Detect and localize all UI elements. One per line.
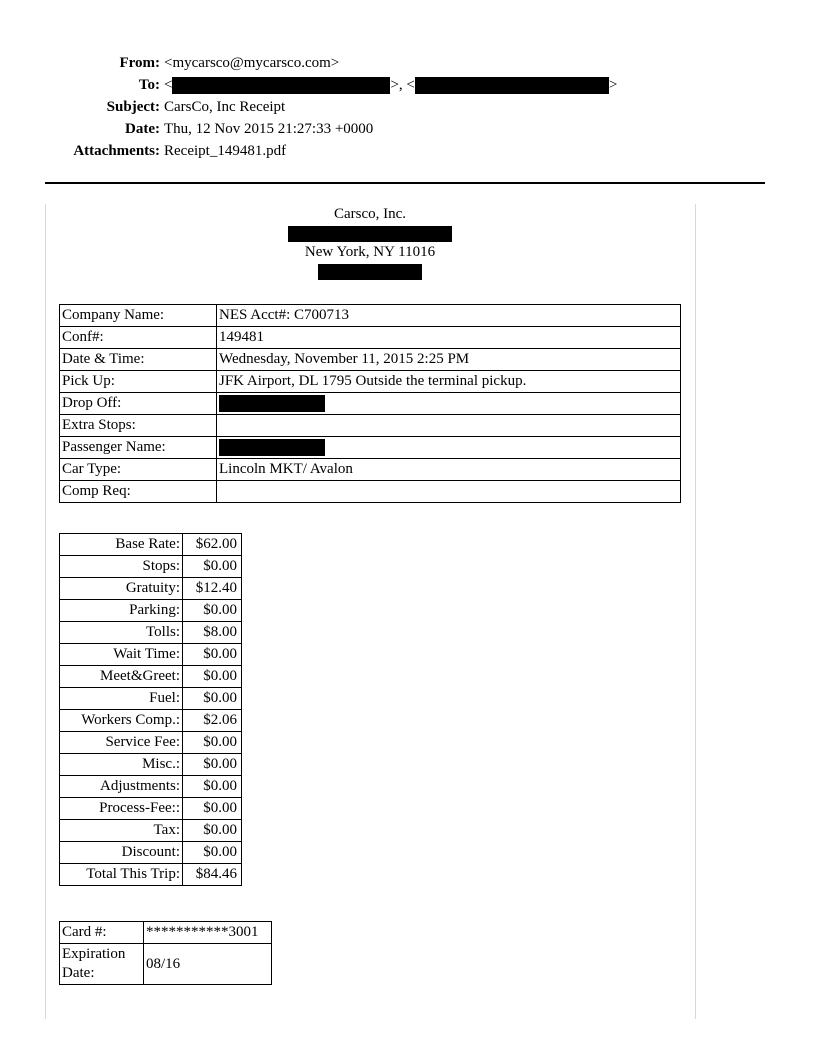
table-row bbox=[60, 944, 272, 985]
detail-label: Extra Stops: bbox=[60, 415, 217, 437]
fee-label: Service Fee: bbox=[60, 732, 183, 754]
fee-value: $0.00 bbox=[183, 688, 242, 710]
from-row bbox=[0, 52, 816, 74]
fee-value: $0.00 bbox=[183, 600, 242, 622]
table-row bbox=[60, 600, 242, 622]
detail-label: Company Name: bbox=[60, 305, 217, 327]
detail-value: NES Acct#: C700713 bbox=[217, 305, 681, 327]
table-row bbox=[60, 327, 681, 349]
fee-value: $0.00 bbox=[183, 732, 242, 754]
fee-label: Parking: bbox=[60, 600, 183, 622]
subject-value: CarsCo, Inc Receipt bbox=[164, 99, 286, 115]
table-row bbox=[60, 732, 242, 754]
table-row bbox=[60, 415, 681, 437]
detail-label: Passenger Name: bbox=[60, 437, 217, 459]
to-separator: >, < bbox=[390, 77, 415, 93]
table-row bbox=[60, 688, 242, 710]
date-row bbox=[0, 118, 816, 140]
fee-value: $8.00 bbox=[183, 622, 242, 644]
detail-label: Date & Time: bbox=[60, 349, 217, 371]
table-row bbox=[60, 644, 242, 666]
detail-value bbox=[217, 393, 681, 415]
fee-value: $0.00 bbox=[183, 776, 242, 798]
detail-value: JFK Airport, DL 1795 Outside the terminal pickup. bbox=[217, 371, 681, 393]
from-value: <mycarsco@mycarsco.com> bbox=[164, 55, 340, 71]
detail-value: Lincoln MKT/ Avalon bbox=[217, 459, 681, 481]
fee-value: $0.00 bbox=[183, 644, 242, 666]
to-prefix: < bbox=[164, 77, 173, 93]
fee-label: Process-Fee:: bbox=[60, 798, 183, 820]
company-name: Carsco, Inc. bbox=[333, 206, 407, 222]
fee-label: Tolls: bbox=[60, 622, 183, 644]
company-block bbox=[45, 204, 695, 281]
to-label: To: bbox=[138, 77, 160, 93]
fee-label: Gratuity: bbox=[60, 578, 183, 600]
detail-label: Conf#: bbox=[60, 327, 217, 349]
detail-label: Pick Up: bbox=[60, 371, 217, 393]
from-label: From: bbox=[119, 55, 160, 71]
card-table bbox=[59, 921, 272, 985]
table-row bbox=[60, 556, 242, 578]
table-row bbox=[60, 622, 242, 644]
table-row bbox=[60, 305, 681, 327]
fee-value: $0.00 bbox=[183, 754, 242, 776]
trip-details-table bbox=[59, 304, 681, 503]
table-row bbox=[60, 578, 242, 600]
fees-table bbox=[59, 533, 242, 886]
fee-value: $0.00 bbox=[183, 798, 242, 820]
card-number-label: Card #: bbox=[60, 922, 144, 944]
detail-value bbox=[217, 415, 681, 437]
detail-label: Drop Off: bbox=[60, 393, 217, 415]
date-label: Date: bbox=[125, 121, 160, 137]
table-row bbox=[60, 922, 272, 944]
email-header bbox=[0, 52, 816, 162]
fee-label: Discount: bbox=[60, 842, 183, 864]
fee-label: Meet&Greet: bbox=[60, 666, 183, 688]
fee-value: $0.00 bbox=[183, 666, 242, 688]
fee-value: $0.00 bbox=[183, 556, 242, 578]
detail-value: Wednesday, November 11, 2015 2:25 PM bbox=[217, 349, 681, 371]
fee-label: Adjustments: bbox=[60, 776, 183, 798]
subject-row bbox=[0, 96, 816, 118]
table-row bbox=[60, 798, 242, 820]
attachments-row bbox=[0, 140, 816, 162]
total-label: Total This Trip: bbox=[60, 864, 183, 886]
fee-value: $12.40 bbox=[183, 578, 242, 600]
to-row bbox=[0, 74, 816, 96]
header-divider bbox=[45, 182, 765, 184]
detail-label: Car Type: bbox=[60, 459, 217, 481]
table-row bbox=[60, 776, 242, 798]
fee-label: Wait Time: bbox=[60, 644, 183, 666]
fee-value: $62.00 bbox=[183, 534, 242, 556]
table-row bbox=[60, 710, 242, 732]
fee-value: $0.00 bbox=[183, 820, 242, 842]
redacted-dropoff bbox=[219, 395, 325, 412]
attachment-link[interactable]: Receipt_149481.pdf bbox=[164, 143, 287, 159]
detail-value bbox=[217, 437, 681, 459]
table-row bbox=[60, 437, 681, 459]
expiration-label: Expiration Date: bbox=[60, 944, 144, 985]
table-row bbox=[60, 842, 242, 864]
table-row bbox=[60, 393, 681, 415]
to-value bbox=[164, 74, 617, 96]
subject-label: Subject: bbox=[106, 99, 160, 115]
fee-label: Misc.: bbox=[60, 754, 183, 776]
card-number-value: ***********3001 bbox=[144, 922, 272, 944]
to-suffix: > bbox=[608, 77, 618, 93]
detail-label: Comp Req: bbox=[60, 481, 217, 503]
redacted-recipient-1 bbox=[172, 77, 390, 94]
table-row bbox=[60, 666, 242, 688]
table-row bbox=[60, 481, 681, 503]
date-value: Thu, 12 Nov 2015 21:27:33 +0000 bbox=[164, 121, 374, 137]
total-value: $84.46 bbox=[183, 864, 242, 886]
table-row bbox=[60, 349, 681, 371]
attachments-label: Attachments: bbox=[73, 143, 160, 159]
table-row bbox=[60, 820, 242, 842]
detail-value bbox=[217, 481, 681, 503]
table-row bbox=[60, 459, 681, 481]
table-row bbox=[60, 371, 681, 393]
fee-label: Stops: bbox=[60, 556, 183, 578]
company-city: New York, NY 11016 bbox=[304, 244, 436, 260]
redacted-address bbox=[288, 226, 452, 242]
redacted-passenger bbox=[219, 439, 325, 456]
table-row bbox=[60, 534, 242, 556]
redacted-phone bbox=[318, 264, 422, 280]
detail-value: 149481 bbox=[217, 327, 681, 349]
redacted-recipient-2 bbox=[415, 77, 609, 94]
fee-label: Fuel: bbox=[60, 688, 183, 710]
fee-label: Tax: bbox=[60, 820, 183, 842]
table-row bbox=[60, 754, 242, 776]
total-row bbox=[60, 864, 242, 886]
fee-value: $2.06 bbox=[183, 710, 242, 732]
fee-value: $0.00 bbox=[183, 842, 242, 864]
fee-label: Base Rate: bbox=[60, 534, 183, 556]
fee-label: Workers Comp.: bbox=[60, 710, 183, 732]
expiration-value: 08/16 bbox=[144, 944, 272, 985]
